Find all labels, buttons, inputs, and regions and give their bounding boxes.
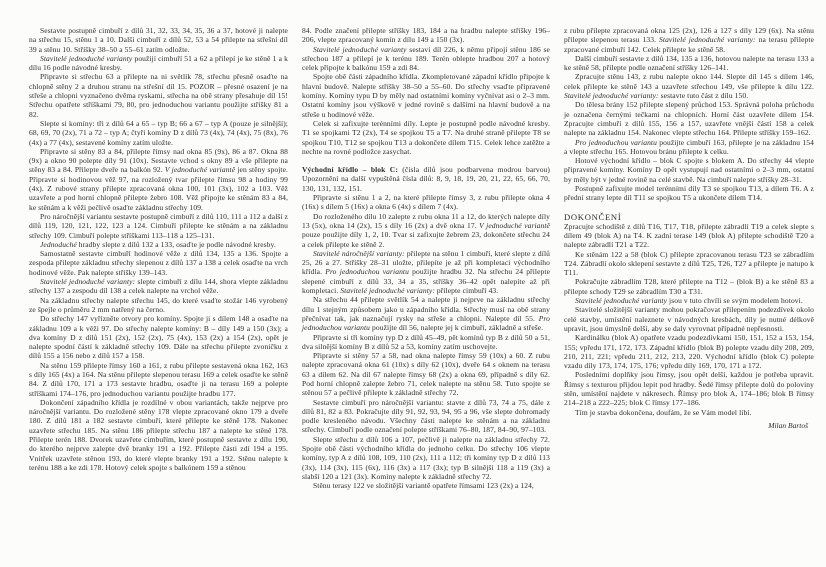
text-run: slepte cimbuří z dílu 144, shora vlepte základnu střechy 137 a zespodu díl 138 a celek nalepte na vrchol věže. [29, 277, 289, 296]
text-run: DOKONČENÍ [564, 211, 622, 222]
text-run: Ke stěnám 122 a 58 (blok C) přilepte zpracovanou terasu T23 se zábradlím T24. Zábradlí okolo sklepení sestavte z dílů T25, T26, T27 a přilepte je natupo k T11. [564, 249, 814, 278]
text-run: použijte cimbuří 163, přilepte je na základnu 154 a vlepte střechu 165. Hotovou bránu přilepte k celku. [564, 137, 814, 156]
text-run: sestaví díl 226, k němu připojí stěnu 186 se střechou 187 a přilepí je k terénu 189. Terén oblepte hradbou 207 a hotový celek připojte k balkónu 159 a zdi 84. [302, 44, 550, 73]
text-run: Do rozloženého dílu 10 zalepte z rubu okna 11 a 12, do kterých nalepte díly 13 (5x), okna 14 (2x), 15 s díly 16 (2x) a dvě okna 17. [302, 211, 550, 230]
text-run: Stěnu terasy 122 ve složitější variantě opatřete římsami 123 (2x) a 124, [313, 481, 534, 491]
paragraph [302, 119, 550, 156]
paragraph [29, 26, 288, 54]
paragraph [564, 54, 814, 73]
paragraph [29, 314, 288, 360]
paragraph [29, 277, 288, 296]
author-signature: Milan Bartoš [768, 420, 808, 430]
text-run: Jednoduché [40, 239, 77, 249]
section-heading-finish [564, 212, 814, 222]
paragraph [302, 435, 550, 481]
text-run: na terasu přilepte zpracované cimbuří 142. Celek přilepte ke stěně 58. [564, 35, 815, 54]
paragraph [29, 119, 288, 147]
paragraph [564, 26, 814, 54]
text-run: Do tělesa brány 152 přilepte slepený průchod 153. Správná poloha průchodu je označena černými tečkami na chlopních. Horní část uzavřete dílem 154. Zpracujte cimbuří z dílů 155, 156 a 157, uzavřete vnější částí 158 a celek nalepte na základnu 154. Nakonec vlepte střechu 164. Přilepte stříšky 159–162. [564, 100, 814, 138]
paragraph [564, 138, 814, 157]
paragraph [302, 72, 550, 118]
text-run: Připravte si stěnu 1 a 2, na které přilepte římsy 3, z rubu přilepte okna 4 (16x) s dílem 5 (16x) a okna 6 (4x) s dílem 7 (4x). [302, 193, 550, 212]
text-run: Připravte si tři komíny typ D z dílů 45–49, pět komínů typ B z dílů 50 a 51, dva silnější komíny B z dílů 52 a 53, komíny zatím uschovejte. [302, 332, 550, 351]
paragraph [302, 26, 550, 45]
text-run: V jednoduché variantě [479, 220, 550, 230]
text-run: Sestavte cimbuří pro náročnější variantu: stavte z dílů 73, 74 a 75, dále z dílů 81, 82 a 83. Pokračujte díly 91, 92, 93, 94, 95 a 96, vše slepte dohromady podle kresleného návodu. Všechny části nalepte ke stěnám a na základnu střechy. Cimbuří podle označení polepte stříškami 76–80, 187, 84–90, 97–103. [302, 397, 550, 435]
text-run: Celek si zafixujte terénními díly. Lepte je postupně podle návodné kresby. T1 se spojkami T2 (2x), T4 se spojkou T5 a T7. Na druhé straně přilepte T8 se spojkou T10, T12 se spojkou T13 a dokončete dílem T15. Celek lehce zatěžte a nechte na rovné podložce zasychat. [302, 118, 550, 156]
paragraph [564, 370, 814, 407]
paragraph [564, 408, 814, 417]
text-run: použijte hradbu 32. Na střechu 24 přilepte slepené cimbuří z dílů 33, 34 a 35, stříšky 36–42 opět nalepíte až při kompletaci. [302, 267, 551, 296]
paragraph [302, 45, 550, 73]
text-run: Další cimbuří sestavte z dílů 134, 135 a 136, hotovou nalepte na terasu 133 a ke stěně 58, přilepte podle označení stříšky 126–141. [564, 53, 814, 73]
text-run: hradby slepte z dílů 132 a 133, osaďte je podle návodné kresby. [76, 239, 276, 249]
text-run: jsou v tuto chvíli se svým modelem hotovi. [667, 296, 803, 306]
paragraph [564, 333, 814, 370]
text-run: sestavte tuto část z dílu 150. [658, 91, 749, 101]
paragraph [29, 147, 288, 212]
paragraph [564, 250, 814, 278]
paragraph [564, 100, 814, 137]
text-run: Pro jednoduchou variantu [575, 137, 657, 147]
text-run: použijte díl 56, nalepte jej k cimbuří, základně a střeše. [370, 323, 544, 333]
text-run: Stavitelé jednoduché varianty [40, 53, 133, 63]
text-run: Připravte si stěny 83 a 84, přilepte římsy nad okna 85 (9x), 86 a 87. Okna 88 (9x) a okno 90 polepte díly 91 (10x). Sestavte vchod s okny 89 a vše přilepte na stěny 83 a 84. Přilepte dveře na balkón 92. [29, 146, 288, 175]
text-run: z rubu přilepte zpracovaná okna 125 (2x), 126 a 127 s díly 129 (6x). Na stěnu přilepte slepenou terasu 133. [564, 26, 814, 45]
text-run: Připravte si stěny 57 a 58, nad okna nalepte římsy 59 (10x) a 60. Z rubu nalepte zpracovaná okna 61 (10x) s díly 62 (10x), dveře 64 s oknem na terasu 63 a dílem 62. Na díl 67 nalepte římsy 68 (2x) a okna 69, případně s díly 62. Pod horní chlopně zalepte žebro 71, celek nalepte na stěnu 58. Tuto spojte se stěnou 57 a pečlivě přilepte k základně střechy 72. [302, 351, 550, 398]
text-run: Samostatně sestavte cimbuří hodinové věže z dílů 134, 135 a 136. Spojte a zespoda přilepte základnu střechy slepenou z dílů 137 a 138 a celek osaďte na vrch hodinové věže. Pak nalepte stříšky 139–143. [29, 249, 288, 277]
paragraph [564, 305, 814, 333]
text-run: 84. Podle značení přilepte stříšky 183, 184 a na hradbu nalepte stříšky 196–206, vlepte zpracovaný komín z dílu 149 a 150 (3x). [302, 26, 550, 45]
text-run: Stavitelé jednoduché varianty [313, 44, 407, 54]
text-run: Postupně zafixujte model terénními díly T3 se spojkou T13, a dílem T6. A z přední strany lepte díl T11 se spojkou T5 a ukončete dílem T14. [564, 184, 814, 203]
text-run: Sestavte postupně cimbuří z dílů 31, 32, 33, 34, 35, 36 a 37, hotové ji nalepte na střechu 15, stěnu 1 a 10. Další cimbuří z dílů 52, 53 a 54 přilepte na střešní díl 39 a stěnu 10. Stříšky 38–50 a 55–61 zatím odložte. [29, 26, 288, 54]
text-run: Spojte obě části západního křídla. Zkompletované západní křídlo připojte k hlavní budově. Nalepte stříšky 38–50 a 55–60. Do střechy vsaďte připravené komíny. Komíny typu D by měly nad ostatními komíny vyčnívat asi o 2–3 mm. Ostatní komíny jsou výškově v jedné rovině s dalšími na hlavní budově a na střeše u hodinové věže. [302, 72, 550, 119]
text-column-left [29, 26, 288, 491]
text-run: jen stěny spojte. Připravte si hodinovou věž 97, na rozložený tvar přilepte římsu 98 a hodiny 99 (4x). Z rubové strany přilepte zpracovaná okna 100, 101 (3x), 102 a 103. Věž uzavřete a pod horní chlopně přilepte žebro 108. Věž připojte ke stěnám 83 a 84, ke stěnám a k věži pečlivě osaďte základnu střechy 109. [29, 165, 288, 212]
text-run: Stavitelé náročnější varianty: [313, 248, 405, 258]
text-run: přilepte na stěnu 1 cimbuří, které slepte z dílů 25, 26 a 27. Stříšky 28–31 uložte, přilepíte je až při kompletaci východního křídla. [302, 248, 550, 277]
text-run: Stavitelé složitější varianty mohou pokračovat přilepením podezdívek okolo celé stavby, umístění naleznete v návodných kresbách, díly je nutné délkově upravit, jsou úmyslně delší, aby se daly vyrovnat případné nepřesnosti. [564, 305, 814, 333]
paragraph [564, 222, 814, 250]
paragraph [29, 361, 288, 398]
text-run: Stavitelé jednoduché varianty: [564, 91, 659, 101]
text-run: Stavitelé jednoduché varianty: [659, 35, 756, 45]
text-run: Kardinálku (blok A) opatřete vzadu podezdívkami 150, 151, 152 a 153, 154, 155; vpředu 171, 172, 173. Západní křídlo (blok B) polepte vzadu díly 208, 209, 210, 211, 221; vpředu 211, 212, 213, 220. Východní křídlo (blok C) polepte vzadu díly 173, 174, 175, 176; vpředu díly 169, 170, 171 a 172. [564, 333, 814, 371]
text-run: (čísla dílů jsou podbarvena modrou barvou) Upozornění na další vypuštěná čísla dílů: 8, 9, 18, 19, 20, 21, 22, 65, 66, 70, 130, 131, 132, 151. [302, 165, 550, 193]
paragraph [302, 295, 550, 332]
text-run: přilepte cimbuří 43. [434, 286, 499, 296]
paragraph [29, 54, 288, 73]
text-run: Slepte střechu z dílů 106 a 107, pečlivě ji nalepte na základnu střechy 72. Spojte obě části východního křídla do jednoho celku. Do střechy 106 vlepte komíny, typ A z dílů 108, 109, 110 (2x), 111 a 112; tři komíny typ D z dílů 113 (3x), 114 (3x), 115 (6x), 116 (3x) a 117 (3x); typ B silnější 118 a 119 (3x) a slabší 120 a 121 (3x). Komíny nalepte k základně střechy 72. [302, 434, 550, 481]
text-run: Tím je stavba dokončena, doufám, že se Vám model líbí. [575, 407, 752, 417]
text-run: Zpracujte schodiště z dílů T16, T17, T18, přilepte zábradlí T19 a celek slepte s dílem 49 (blok A) na T4. K zadní terase 149 (blok A) přilepte schodiště T20 a nalepte zábradlí T21 a T22. [564, 221, 814, 250]
text-run: Pro náročnější variantu sestavte postupně cimbuří z dílů 110, 111 a 112 a další z dílů 119, 120, 121, 122, 123 a 124. Cimbuří přilepte ke stěnám a na základnu střechy 109. Cimbuří polepte stříškami 113–118 a 125–131. [29, 211, 288, 240]
text-run: Na střechu 44 přilepte světlík 54 a nalepte ji nejprve na základnu střechy dílu 1 stejným způsobem jako u západního křídla. Střechy musí na obě strany přečnívat tak, jak naznačují rysky na střeše a chlopni. Nalepte díl 55. [302, 295, 550, 323]
paragraph [29, 249, 288, 277]
text-run: Do střechy 147 vyřízněte otvory pro komíny. Spojte ji s dílem 148 a osaďte na základnu 109 a k věži 97. Do střechy nalepte komíny: B – díly 149 a 150 (3x); a dva komíny D z dílů 151 (2x), 152 (2x), 75 (4x), 153 (2x) a 154 (2x), opět je nalepte spodní částí k základně střechy 109. Dále na střechu přilepte zvoničku z dílů 155 a 156 nebo z dílů 157 a 158. [29, 314, 288, 361]
paragraph [29, 72, 288, 118]
text-run: pouze použijte díly 1, 2, 10. Tvar si zafixujte žebrem 23, dokončete střechu 24 a celek přilepte ke stěně 2. [302, 230, 550, 249]
text-columns [29, 26, 814, 491]
section-heading-east-wing [302, 165, 550, 193]
text-run: Na stěnu 159 přilepte římsy 160 a 161, z rubu přilepte sestavená okna 162, 163 s díly 165 (4x) a 164. Na stěnu přilepte slepenou terasu 169 a celek osaďte ke stěně 84. Z dílů 170, 171 a 173 sestavte hradbu, osaďte ji na terasu 169 a polepte stříškami 174–176, pro jednoduchou variantu použijte hradbu 177. [29, 360, 288, 398]
text-run: Dokončení západního křídla je rozdílné v obou variantách, takže nejprve pro náročnější variantu. Do rozložené stěny 178 vlepte zpracované okno 179 a dveře 180. Z dílů 181 a 182 sestavte cimbuří, které přilepte ke stěně 178. Nakonec uzavřete střechu 185. Na stěnu 186 přilepte střechu 187 a nalepte ke stěně 178. Přilepte terén 188. Dvorek uzavřete cimbuřím, které postupně sestavte z dílu 190, do kterého nejprve zalepte dvě branky 191 a 192. Přilepte části zdí 194 a 195. Vnitřek uzavřete stěnou 193, do které vlepte branky 191 a 192. Stěnu nalepte k terénu 188 a ke zdi 178. Hotový celek spojte s balkónem 159 a stěnou [29, 397, 288, 472]
text-run: Posledními doplňky jsou římsy, jsou opět delší, každou je potřeba upravit. Římsy s texturou přijdou lepit pod hradby. Šedé římsy přilepte dolů do poloviny stěn, umístění najdete v nákresech. Římsy pro blok A, 174–186; blok B římsy 214–218 a 222–225; blok C římsy 177–186. [564, 370, 814, 408]
text-run: Zpracujte stěnu 143, z rubu nalepte okno 144. Slepte díl 145 s dílem 146, celek přilepte ke stěně 143 a uzavřete střechou 149, vše přilepte k dílu 122. [564, 72, 814, 91]
paragraph [29, 240, 288, 249]
text-run: Připravte si střechu 63 a přilepte na ni světlík 78, střechu přesně osaďte na chlopně stěny 2 a druhou stranu na střešní díl 15. POZOR – přesné osazení je na střeše a chlopni vyznačeno dvěma ryskami, střecha na obě strany přesahuje díl 15! Střechu opatřete stříškami 79, 80, pro jednoduchou variantu použijte stříšky 81 a 82. [29, 72, 288, 119]
paragraph [564, 72, 814, 100]
text-column-right [564, 26, 814, 491]
text-run: Stavitelé jednoduché varianty: [340, 286, 435, 296]
paragraph [29, 398, 288, 472]
paragraph [29, 212, 288, 240]
paragraph [302, 212, 550, 249]
text-run: Pro jednoduchou variantu [302, 313, 550, 333]
text-column-right-flow [564, 26, 814, 417]
text-run: Hotové východní křídlo – blok C spojte s blokem A. Do střechy 44 vlepte připravené komíny. Komíny D opět vystupují nad ostatními o 2–3 mm, ostatní by měly být v jedné rovině na celé stavbě. Na cimbuří nalepte stříšky 28–31. [564, 156, 814, 184]
paragraph [302, 351, 550, 397]
paragraph [564, 184, 814, 203]
paragraph [302, 249, 550, 295]
run-in-heading: Východní křídlo – blok C: [302, 165, 398, 175]
paragraph [564, 277, 814, 296]
paragraph [29, 296, 288, 315]
text-run: Pro jednoduchou variantu [325, 267, 409, 277]
text-run: Na základnu střechy nalepte střechu 145, do které vsaďte stožár 146 vyrobený ze špejle o průměru 2 mm natřený na černo. [29, 295, 288, 314]
text-run: Stavitelé jednoduché varianty [575, 296, 668, 306]
text-run: Pokračujte zábradlím T28, které přilepte na T12 – (blok B) a ke stěně 83 a přilepte schody T29 se zábradlím T30 a T31. [564, 277, 814, 296]
paragraph [564, 296, 814, 305]
paragraph [564, 156, 814, 184]
paragraph [302, 398, 550, 435]
text-run: V jednoduché variantě [164, 165, 236, 175]
paragraph [302, 193, 550, 212]
text-run: Slepte si komíny: tři z dílů 64 a 65 – typ B; 66 a 67 – typ A (pouze je silnější); 68, 69, 70 (2x), 71 a 72 – typ A; čtyři komíny D z dílů 73 (4x), 74 (4x), 75 (8x), 76 (4x) a 77 (4x), sestavené komíny zatím uložte. [29, 118, 288, 147]
text-column-middle [302, 26, 550, 491]
text-run: použijí cimbuří 51 a 62 a přilepí je ke stěně 1 a k dílu 16 podle návodné kresby. [29, 53, 288, 73]
paragraph [302, 333, 550, 352]
paragraph [302, 481, 550, 490]
text-run: Stavitelé jednoduché varianty: [40, 277, 136, 287]
